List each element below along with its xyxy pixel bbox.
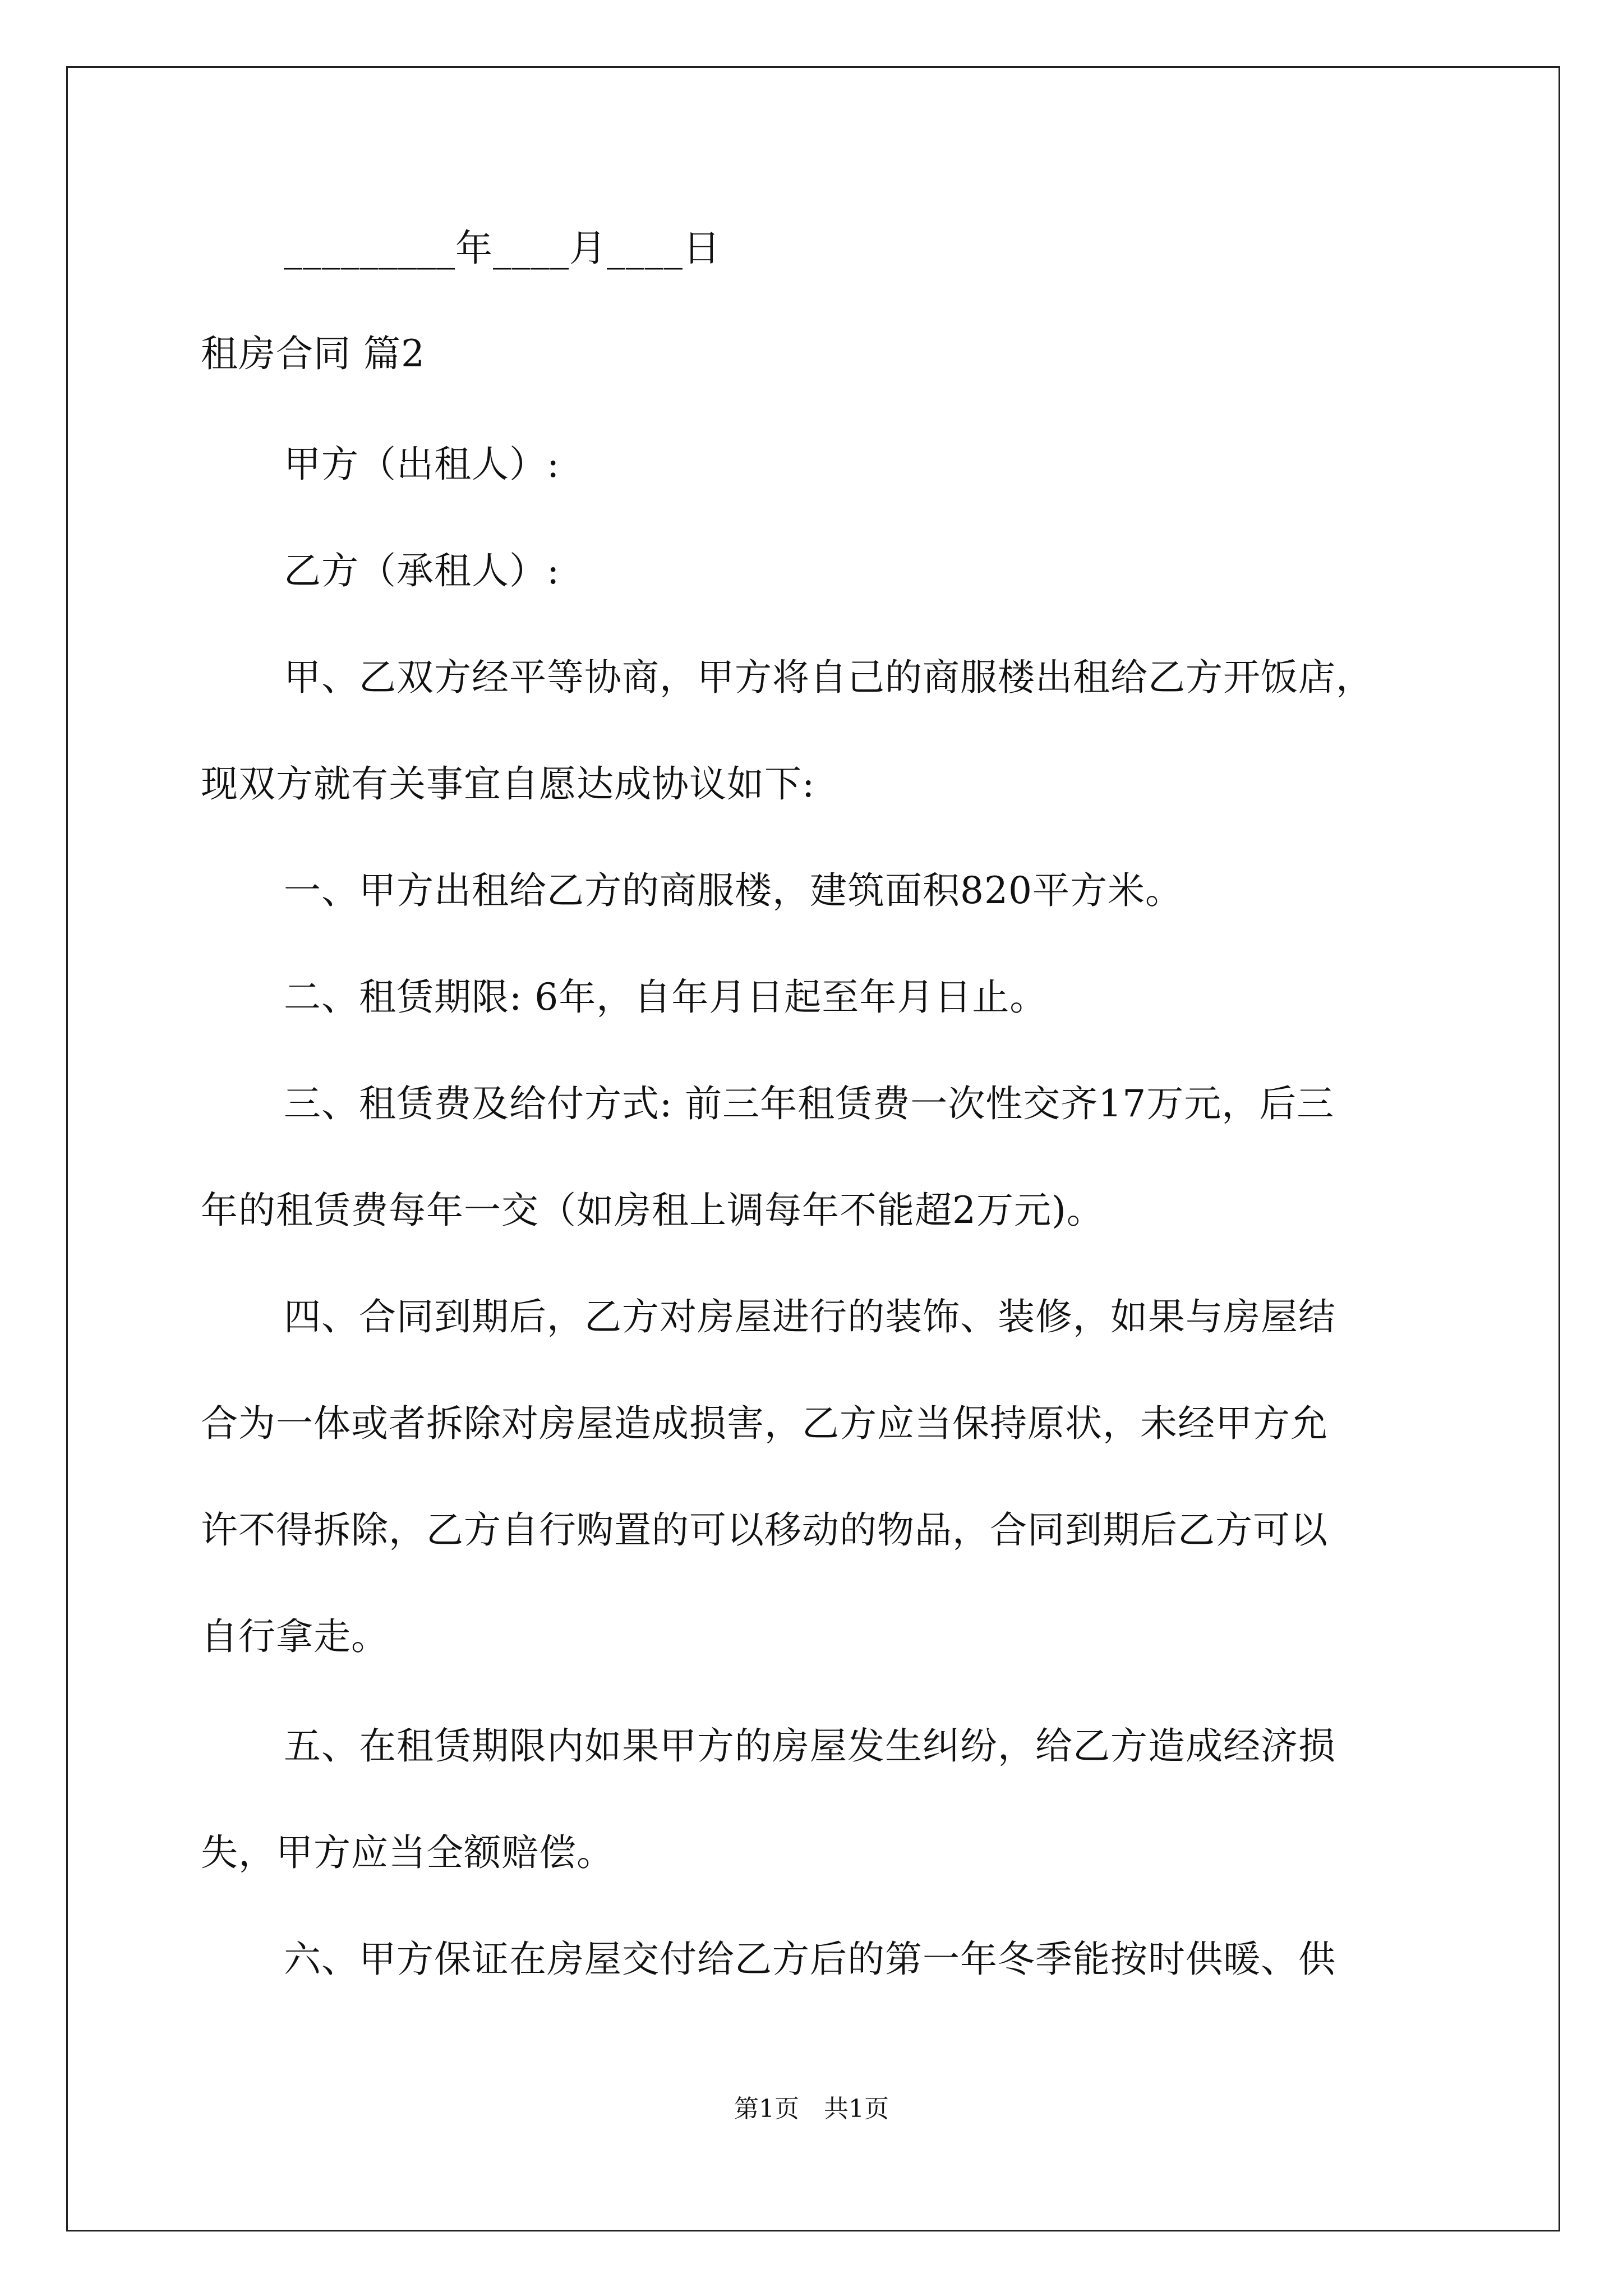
clause-4-line: 许不得拆除，乙方自行购置的可以移动的物品，合同到期后乙方可以 [201,1508,1328,1552]
clause-4-line: 自行拿走。 [201,1615,389,1658]
party-b-line: 乙方（承租人）: [284,549,560,592]
clause-4-line: 四、合同到期后，乙方对房屋进行的装饰、装修，如果与房屋结 [284,1295,1336,1338]
party-a-line: 甲方（出租人）: [284,443,560,486]
clause-5-line: 五、在租赁期限内如果甲方的房屋发生纠纷，给乙方造成经济损 [284,1724,1336,1768]
section-heading: 租房合同 篇2 [201,332,425,375]
clause-3-line: 三、租赁费及给付方式: 前三年租赁费一次性交齐17万元，后三 [284,1082,1335,1125]
clause-4-line: 合为一体或者拆除对房屋造成损害，乙方应当保持原状，未经甲方允 [201,1402,1328,1445]
page-number-footer: 第1页 共1页 [734,2095,889,2123]
page-border [66,66,1560,2231]
clause-2-line: 二、租赁期限: 6年，自年月日起至年月日止。 [284,976,1048,1019]
paragraph-line: 甲、乙双方经平等协商，甲方将自己的商服楼出租给乙方开饭店， [284,656,1373,699]
clause-6-line: 六、甲方保证在房屋交付给乙方后的第一年冬季能按时供暖、供 [284,1938,1336,1981]
date-line: _________年____月____日 [284,227,721,270]
clause-5-line: 失，甲方应当全额赔偿。 [201,1831,614,1874]
paragraph-line: 现双方就有关事宜自愿达成协议如下: [201,762,815,806]
clause-3-line: 年的租赁费每年一交（如房租上调每年不能超2万元)。 [201,1189,1104,1232]
clause-1-line: 一、甲方出租给乙方的商服楼，建筑面积820平方米。 [284,869,1183,912]
